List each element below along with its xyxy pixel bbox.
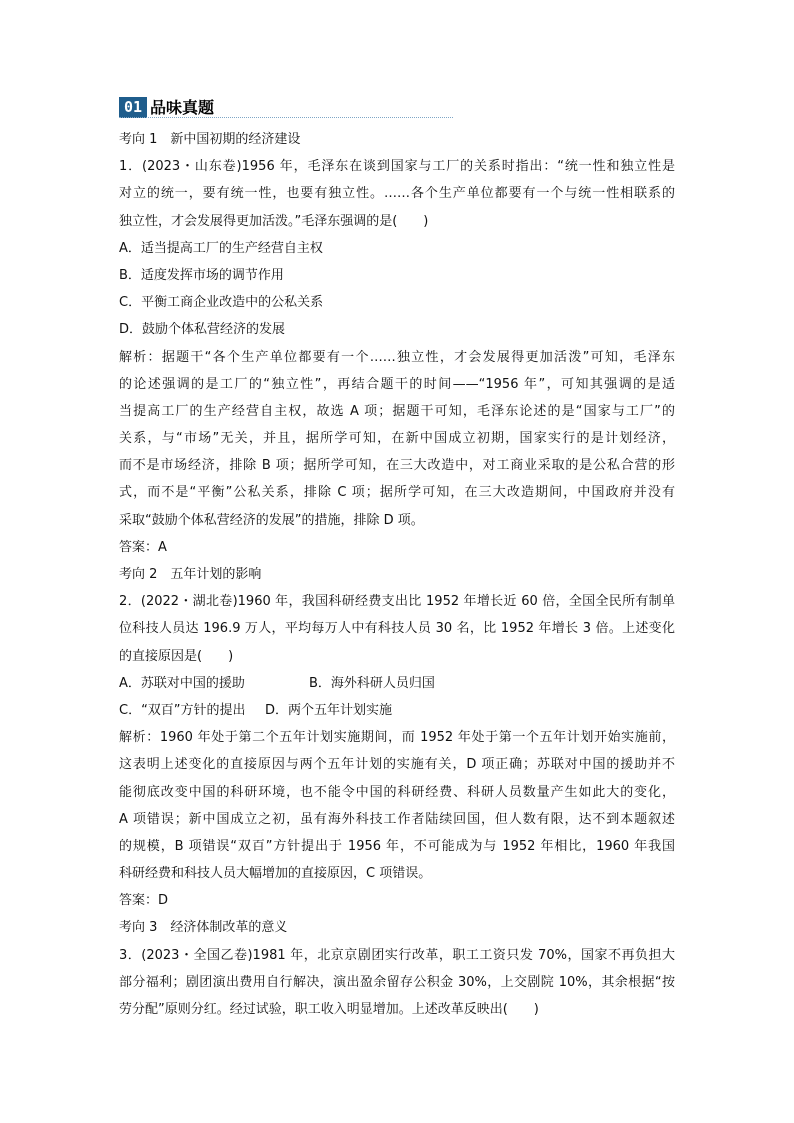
analysis-2-line: A 项错误；新中国成立之初，虽有海外科技工作者陆续回国，但人数有限，达不到本题叙述 — [119, 811, 675, 827]
question-3-line: 部分福利；剧团演出费用自行解决，演出盈余留存公积金 30%，上交剧院 10%，其余根据“按 — [119, 974, 675, 990]
analysis-2-line: 科研经费和科技人员大幅增加的直接原因，C 项错误。 — [119, 866, 432, 882]
question-1-line: 1．(2023・山东卷)1956 年，毛泽东在谈到国家与工厂的关系时指出：“统一性和独立性是 — [119, 159, 675, 175]
analysis-2-line: 能彻底改变中国的科研环境，也不能令中国的科研经费、科研人员数量产生如此大的变化， — [119, 784, 675, 800]
question-2-option-c: C．“双百”方针的提出 — [119, 702, 246, 718]
analysis-1-line: 解析：据题干“各个生产单位都要有一个……独立性，才会发展得更加活泼”可知，毛泽东 — [119, 349, 675, 365]
answer-1: 答案：A — [119, 539, 167, 555]
question-2-options-row — [119, 670, 675, 697]
section-header — [119, 96, 453, 120]
question-1-line: 独立性，才会发展得更加活泼。”毛泽东强调的是( ) — [119, 213, 429, 229]
analysis-1-line: 而不是市场经济，排除 B 项；据所学可知，在三大改造中，对工商业采取的是公私合营的形 — [119, 458, 675, 474]
answer-2: 答案：D — [119, 893, 169, 909]
question-1-line: 对立的统一，要有统一性，也要有独立性。……各个生产单位都要有一个与统一性相联系的 — [119, 186, 675, 202]
question-2-option-b: B．海外科研人员归国 — [309, 675, 435, 691]
question-3-line: 劳分配”原则分红。经过试验，职工收入明显增加。上述改革反映出( ) — [119, 1002, 539, 1017]
question-2-line: 2．(2022・湖北卷)1960 年，我国科研经费支出比 1952 年增长近 60 倍，全国全民所有制单 — [119, 594, 675, 610]
section-number-badge: 01 — [119, 97, 147, 118]
question-2-option-a: A．苏联对中国的援助 — [119, 675, 245, 691]
question-1-option-b: B．适度发挥市场的调节作用 — [119, 267, 284, 283]
question-1-option-a: A．适当提高工厂的生产经营自主权 — [119, 240, 323, 256]
header-divider — [119, 117, 453, 118]
content — [119, 126, 675, 1023]
analysis-2-line: 解析：1960 年处于第二个五年计划实施期间，而 1952 年处于第一个五年计划开始实施前， — [119, 730, 675, 746]
topic-heading-2: 考向 2 五年计划的影响 — [119, 567, 262, 582]
analysis-2-line: 的规模，B 项错误“双百”方针提出于 1956 年，不可能成为与 1952 年相比，1960 年我国 — [119, 838, 675, 854]
question-2-options-row — [119, 697, 675, 724]
topic-heading-3: 考向 3 经济体制改革的意义 — [119, 920, 288, 936]
analysis-1-line: 当提高工厂的生产经营自主权，故选 A 项；据题干可知，毛泽东论述的是“国家与工厂”的 — [119, 403, 675, 419]
analysis-1-line: 式，而不是“平衡”公私关系，排除 C 项；据所学可知，在三大改造期间，中国政府并没有 — [119, 485, 675, 501]
question-2-line: 的直接原因是( ) — [119, 648, 234, 664]
analysis-1-line: 关系，与“市场”无关，并且，据所学可知，在新中国成立初期，国家实行的是计划经济， — [119, 431, 675, 447]
section-title: 品味真题 — [150, 98, 215, 117]
analysis-1-line: 采取“鼓励个体私营经济的发展”的措施，排除 D 项。 — [119, 512, 424, 528]
topic-heading-1: 考向 1 新中国初期的经济建设 — [119, 132, 301, 147]
analysis-1-line: 的论述强调的是工厂的“独立性”，再结合题干的时间——“1956 年”，可知其强调的是适 — [119, 376, 675, 392]
question-2-option-d: D．两个五年计划实施 — [265, 702, 393, 718]
question-1-option-c: C．平衡工商企业改造中的公私关系 — [119, 295, 324, 311]
question-3-line: 3．(2023・全国乙卷)1981 年，北京京剧团实行改革，职工工资只发 70%，国家不再负担大 — [119, 947, 675, 963]
analysis-2-line: 这表明上述变化的直接原因与两个五年计划的实施有关，D 项正确；苏联对中国的援助并不 — [119, 757, 675, 773]
question-1-option-d: D．鼓励个体私营经济的发展 — [119, 322, 286, 338]
question-2-line: 位科技人员达 196.9 万人，平均每万人中有科技人员 30 名，比 1952 年增长 3 倍。上述变化 — [119, 621, 675, 637]
